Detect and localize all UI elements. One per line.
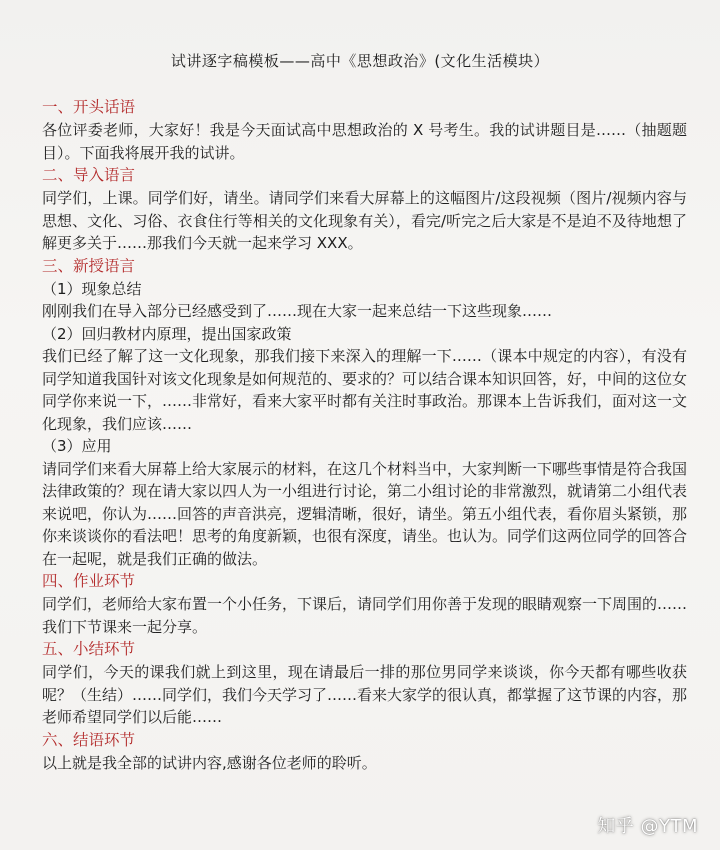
paragraph: 同学们，上课。同学们好，请坐。请同学们来看大屏幕上的这幅图片/这段视频（图片/视频内容与思想、文化、习俗、衣食住行等相关的文化现象有关），看完/听完之后大家是不是迫不及待地想了解更多关于……那我们今天就一起来学习 XXX。	[42, 189, 687, 252]
subsection-label: （1）现象总结	[42, 279, 142, 298]
section-heading: 六、结语环节	[42, 730, 136, 749]
paragraph: 请同学们来看大屏幕上给大家展示的材料，在这几个材料当中，大家判断一下哪些事情是符合我国法律政策的？现在请大家以四人为一小组进行讨论，第二小组讨论的非常激烈，就请第二小组代表来说吧，你认为……回答的声音洪亮，逻辑清晰，很好，请坐。第五小组代表，看你眉头紧锁，那你来谈谈你的看法吧！思考的角度新颖，也很有深度，请坐。也认为。同学们这两位同学的回答合在一起呢，就是我们正确的做法。	[42, 459, 688, 568]
section-heading: 五、小结环节	[42, 640, 136, 658]
watermark: 知乎 @YTM	[597, 816, 698, 837]
paragraph: 同学们，今天的课我们就上到这里，现在请最后一排的那位男同学来谈谈，你今天都有哪些收获呢？（生结）……同学们，我们今天学习了……看来大家学的很认真，都掌握了这节课的内容，那老师希望同学们以后能……	[42, 663, 688, 726]
document-content	[42, 96, 687, 774]
section-heading: 三、新授语言	[42, 256, 136, 275]
subsection-label: （3）应用	[42, 437, 112, 455]
section-heading: 四、作业环节	[42, 572, 136, 590]
paragraph: 各位评委老师，大家好！我是今天面试高中思想政治的 X 号考生。我的试讲题目是……（抽题题目）。下面我将展开我的试讲。	[42, 121, 687, 162]
document-title: 试讲逐字稿模板——高中《思想政治》(文化生活模块）	[170, 52, 550, 70]
section-heading: 一、开头话语	[42, 98, 136, 116]
paragraph: 刚刚我们在导入部分已经感受到了……现在大家一起来总结一下这些现象……	[42, 302, 553, 320]
subsection-label: （2）回归教材内原理，提出国家政策	[42, 324, 292, 343]
paragraph: 以上就是我全部的试讲内容,感谢各位老师的聆听。	[42, 753, 377, 772]
paragraph: 我们已经了解了这一文化现象，那我们接下来深入的理解一下……（课本中规定的内容），有没有同学知道我国针对该文化现象是如何规范的、要求的？可以结合课本知识回答，好，中间的这位女同学你来说一下，……非常好，看来大家平时都有关注时事政治。那课本上告诉我们，面对这一文化现象，我们应该……	[42, 347, 688, 433]
section-heading: 二、导入语言	[42, 166, 136, 184]
paragraph: 同学们，老师给大家布置一个小任务，下课后，请同学们用你善于发现的眼睛观察一下周围的……我们下节课来一起分享。	[42, 595, 688, 636]
